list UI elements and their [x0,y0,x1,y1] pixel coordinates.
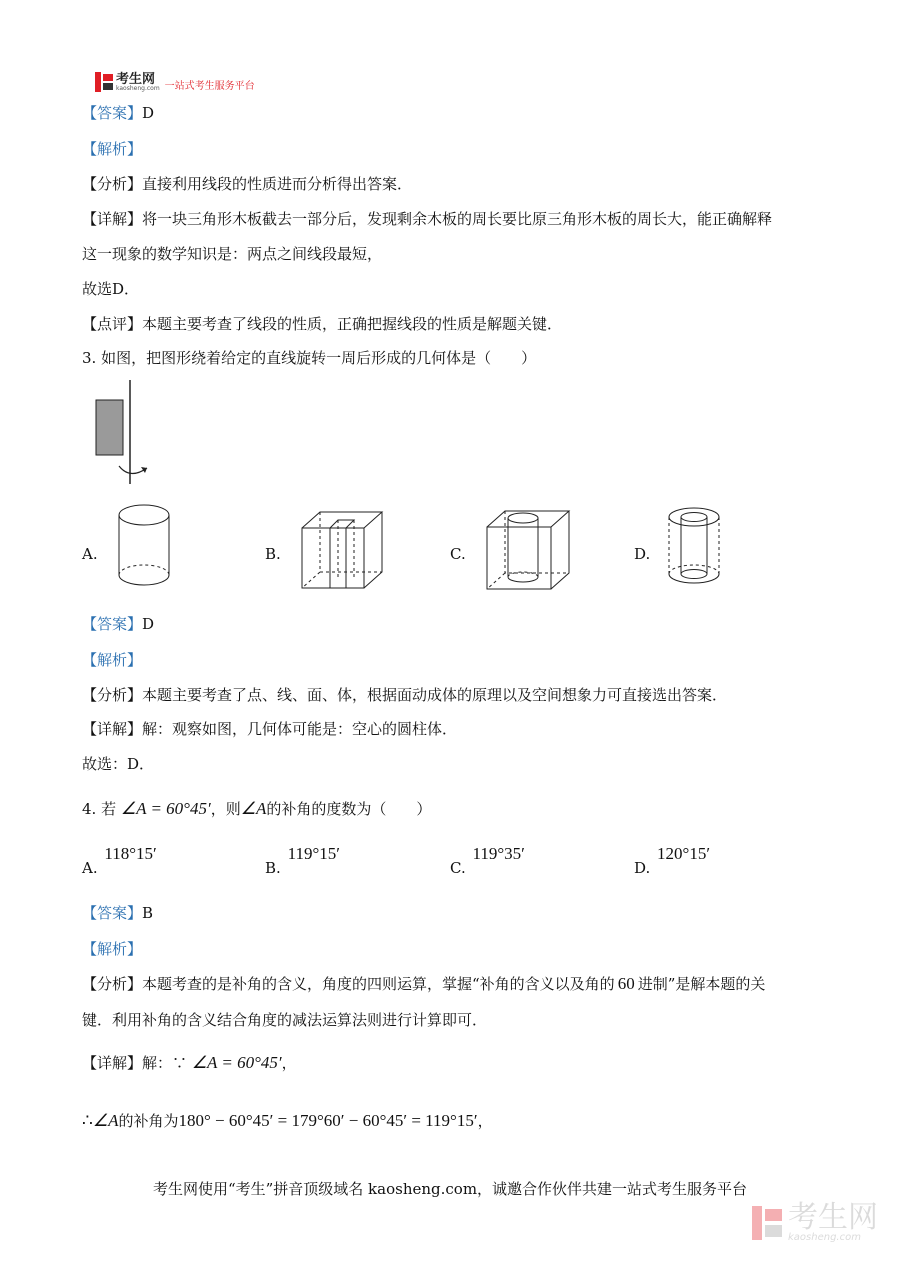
rotation-arrow-icon [119,466,147,474]
rotating-rectangle [96,400,123,455]
q4-option-a: A. 118°15′ [82,844,157,877]
q2-analysis-heading: 【解析】 [82,140,143,158]
answer-tag: 【答案】 [82,104,143,122]
answer-value: D [142,104,155,122]
q4-fenxi-line2: 键．利用补角的含义结合角度的减法运算法则进行计算即可． [82,1011,488,1029]
q4-given-angle: ∠A = 60°45′ [120,799,211,818]
q3-option-b-cube-icon [298,508,388,593]
q4-answer: 【答案】B [82,904,154,922]
q3-option-d-hollow-cylinder-icon [664,502,728,592]
watermark-name: 考生网 [788,1200,878,1235]
logo-slogan: 一站式考生服务平台 [164,80,255,92]
q2-detail-line1: 【详解】将一块三角形木板截去一部分后，发现剩余木板的周长要比原三角形木板的周长大，能正确解释 [82,210,773,228]
header-logo [95,70,255,94]
watermark-domain: kaosheng.com [788,1232,861,1243]
watermark-mark-icon [752,1206,782,1240]
q3-fenxi: 【分析】本题主要考查了点、线、面、体，根据面动成体的原理以及空间想象力可直接选出答案． [82,686,728,704]
q3-question: 3. 如图，把图形绕着给定的直线旋转一周后形成的几何体是（ ） [82,349,537,367]
q2-comment: 【点评】本题主要考查了线段的性质，正确把握线段的性质是解题关键． [82,315,563,333]
q3-answer: 【答案】D [82,615,155,633]
logo-name: 考生网 [116,71,156,87]
q3-option-d-label: D. [634,545,651,563]
q4-supplement-calculation: 180° − 60°45′ = 179°60′ − 60°45′ = 119°15′ [178,1111,478,1130]
q4-option-c: C. 119°35′ [450,844,525,877]
q3-detail: 【详解】解：观察如图，几何体可能是：空心的圆柱体． [82,720,458,738]
q4-option-d: D. 120°15′ [634,844,711,877]
q2-conclusion: 故选D． [82,280,140,298]
q4-option-b: B. 119°15′ [265,844,340,877]
logo-mark-icon [95,72,113,92]
q3-option-a-label: A. [82,545,98,563]
q3-conclusion: 故选：D． [82,755,155,773]
q3-option-c-cube-icon [483,507,573,593]
q4-therefore: ∴∠A的补角为180° − 60°45′ = 179°60′ − 60°45′ = 119°15′， [82,1111,493,1131]
q4-fenxi-line1: 【分析】本题考查的是补角的含义，角度的四则运算，掌握“补角的含义以及角的 60 进制”是解本题的关 [82,974,766,993]
q4-question: 4. 若 ∠A = 60°45′，则∠A的补角的度数为（ ） [82,799,432,818]
q3-option-a-cylinder-icon [112,500,178,590]
q3-analysis-heading: 【解析】 [82,651,143,669]
q2-detail-line2: 这一现象的数学知识是：两点之间线段最短， [82,245,383,263]
q4-analysis-heading: 【解析】 [82,940,143,958]
footer-note: 考生网使用“考生”拼音顶级域名 kaosheng.com，诚邀合作伙伴共建一站式考生服务平台 [152,1180,748,1198]
logo-domain: kaosheng.com [116,84,160,92]
q3-option-b-label: B. [265,545,281,563]
q2-fenxi: 【分析】直接利用线段的性质进而分析得出答案． [82,175,413,193]
q3-option-c-label: C. [450,545,466,563]
q2-answer [82,102,154,123]
q4-detail: 【详解】解：∵ ∠A = 60°45′， [82,1053,297,1072]
watermark-logo [752,1200,878,1243]
q3-figure [85,378,165,488]
